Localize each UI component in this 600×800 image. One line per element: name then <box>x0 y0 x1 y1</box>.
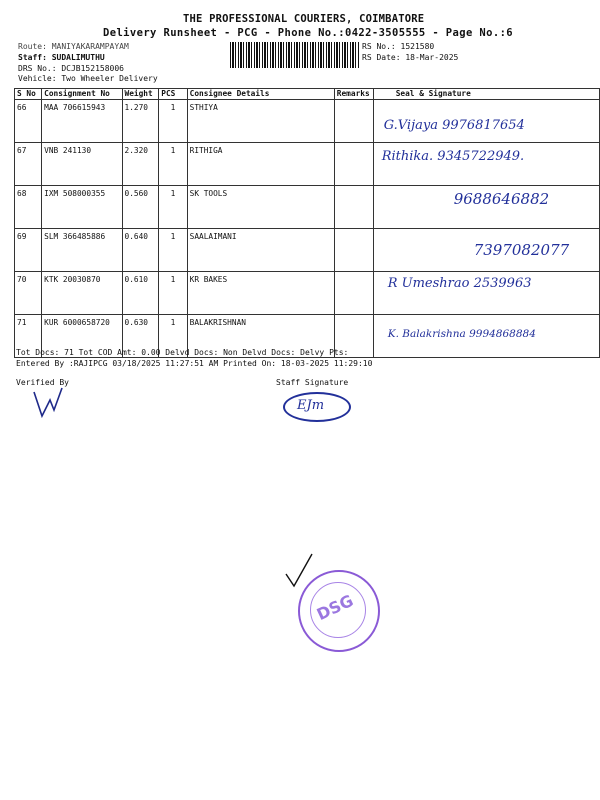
cell-weight: 0.610 <box>122 272 159 315</box>
drs-number: DRS No.: DCJB152158006 <box>18 64 124 73</box>
cell-remarks <box>334 272 373 315</box>
cell-consignee: SAALAIMANI <box>187 229 334 272</box>
cell-pcs: 1 <box>159 229 187 272</box>
table-header-row <box>15 89 600 100</box>
cell-sno: 69 <box>15 229 42 272</box>
round-stamp <box>298 570 380 652</box>
cell-weight: 2.320 <box>122 143 159 186</box>
table-row <box>15 229 600 272</box>
cell-remarks <box>334 100 373 143</box>
route-label: Route: MANIYAKARAMPAYAM <box>18 42 129 51</box>
cell-consignment: KUR 6000658720 <box>42 315 122 358</box>
vehicle-label: Vehicle: Two Wheeler Delivery <box>18 74 158 83</box>
staff-label: Staff: SUDALIMUTHU <box>18 53 105 62</box>
cell-sno: 71 <box>15 315 42 358</box>
col-weight: Weight <box>122 89 159 100</box>
rs-date: RS Date: 18-Mar-2025 <box>362 53 459 62</box>
table-row <box>15 272 600 315</box>
cell-pcs: 1 <box>159 315 187 358</box>
cell-sno: 66 <box>15 100 42 143</box>
table-row <box>15 143 600 186</box>
cell-signature <box>373 229 599 272</box>
cell-consignee: SK TOOLS <box>187 186 334 229</box>
handwritten-signature: 7397082077 <box>473 241 570 259</box>
staff-signature-label: Staff Signature <box>276 378 349 387</box>
totals-line: Tot Docs: 71 Tot COD Amt: 0.00 Delvd Docs: Non Delvd Docs: Delvy Pts: <box>16 348 349 357</box>
rs-number: RS No.: 1521580 <box>362 42 435 51</box>
cell-signature <box>373 143 599 186</box>
staff-initials: EJm <box>297 398 325 413</box>
barcode-image <box>230 42 360 68</box>
runsheet-table <box>14 88 600 358</box>
cell-signature <box>373 272 599 315</box>
handwritten-signature: Rithika. 9345722949. <box>381 149 525 164</box>
handwritten-signature: 9688646882 <box>453 190 550 208</box>
cell-weight: 1.270 <box>122 100 159 143</box>
cell-consignee: KR BAKES <box>187 272 334 315</box>
cell-pcs: 1 <box>159 143 187 186</box>
cell-signature <box>373 186 599 229</box>
verified-signature-mark <box>28 386 68 426</box>
cell-consignee: STHIYA <box>187 100 334 143</box>
cell-pcs: 1 <box>159 186 187 229</box>
cell-consignment: KTK 20030870 <box>42 272 122 315</box>
col-sno: S No <box>15 89 42 100</box>
cell-pcs: 1 <box>159 100 187 143</box>
col-remarks: Remarks <box>334 89 373 100</box>
cell-remarks <box>334 186 373 229</box>
cell-pcs: 1 <box>159 272 187 315</box>
handwritten-signature: G.Vijaya 9976817654 <box>383 118 525 133</box>
cell-sno: 68 <box>15 186 42 229</box>
col-pcs: PCS <box>159 89 187 100</box>
cell-consignment: IXM 508000355 <box>42 186 122 229</box>
verified-by-label: Verified By <box>16 378 69 387</box>
col-consignment: Consignment No <box>42 89 122 100</box>
cell-signature <box>373 100 599 143</box>
cell-remarks <box>334 229 373 272</box>
cell-remarks <box>334 143 373 186</box>
handwritten-signature: R Umeshrao 2539963 <box>387 276 532 291</box>
cell-consignee: RITHIGA <box>187 143 334 186</box>
cell-weight: 0.630 <box>122 315 159 358</box>
cell-weight: 0.560 <box>122 186 159 229</box>
stamp-text: DSG <box>313 590 357 625</box>
cell-sno: 67 <box>15 143 42 186</box>
runsheet-title: Delivery Runsheet - PCG - Phone No.:0422-3505555 - Page No.:6 <box>103 27 514 39</box>
table-row <box>15 186 600 229</box>
company-name: THE PROFESSIONAL COURIERS, COIMBATORE <box>183 13 425 25</box>
entered-by-line: Entered By :RAJIPCG 03/18/2025 11:27:51 AM Printed On: 18-03-2025 11:29:10 <box>16 359 373 368</box>
cell-consignment: VNB 241130 <box>42 143 122 186</box>
col-signature: Seal & Signature <box>373 89 599 100</box>
col-consignee: Consignee Details <box>187 89 334 100</box>
cell-sno: 70 <box>15 272 42 315</box>
cell-signature <box>373 315 599 358</box>
handwritten-signature: K. Balakrishna 9994868884 <box>387 328 536 340</box>
table-row <box>15 100 600 143</box>
cell-consignment: SLM 366485886 <box>42 229 122 272</box>
cell-consignee: BALAKRISHNAN <box>187 315 334 358</box>
cell-weight: 0.640 <box>122 229 159 272</box>
cell-consignment: MAA 706615943 <box>42 100 122 143</box>
staff-signature-mark <box>283 392 351 422</box>
